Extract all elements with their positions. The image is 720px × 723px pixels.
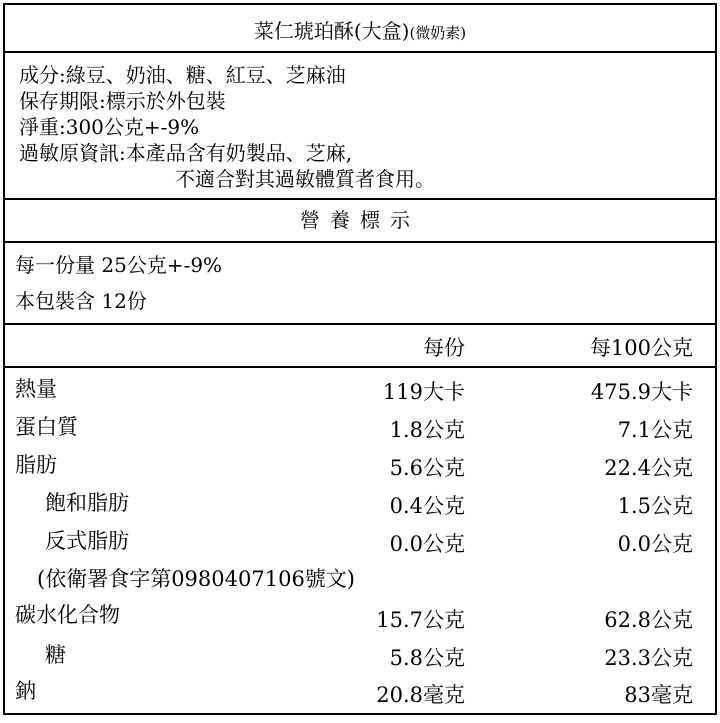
- divider: [5, 323, 715, 325]
- column-header-per-serving: 每份: [423, 336, 465, 360]
- row-label-energy: 熱量: [15, 377, 57, 401]
- ingredients-line: 成分:綠豆、奶油、糖、紅豆、芝麻油: [19, 63, 346, 87]
- value-energy-per-serving: 119大卡: [382, 380, 465, 404]
- value-saturated-fat-per-100g: 1.5公克: [617, 494, 693, 518]
- row-label-carbohydrate: 碳水化合物: [15, 603, 120, 627]
- product-title: [5, 21, 715, 41]
- row-label-fat: 脂肪: [15, 453, 57, 477]
- divider: [5, 241, 715, 243]
- nutrition-label: [3, 3, 717, 715]
- allergen-line-2: 不適合對其過敏體質者食用。: [175, 167, 435, 191]
- value-trans-fat-per-100g: 0.0公克: [617, 532, 693, 556]
- allergen-line: 過敏原資訊:本產品含有奶製品、芝麻,: [19, 141, 353, 165]
- value-fat-per-100g: 22.4公克: [604, 456, 693, 480]
- row-label-sugar: 糖: [45, 643, 66, 667]
- value-sugar-per-100g: 23.3公克: [604, 646, 693, 670]
- row-label-sodium: 鈉: [15, 679, 36, 703]
- value-protein-per-100g: 7.1公克: [617, 418, 693, 442]
- value-carbohydrate-per-100g: 62.8公克: [604, 608, 693, 632]
- value-saturated-fat-per-serving: 0.4公克: [389, 494, 465, 518]
- column-header-per-100g: 每100公克: [589, 336, 693, 360]
- shelf-life-line: 保存期限:標示於外包裝: [19, 89, 226, 113]
- value-trans-fat-per-serving: 0.0公克: [389, 532, 465, 556]
- value-sugar-per-serving: 5.8公克: [389, 646, 465, 670]
- regulation-note: (依衛署食字第0980407106號文): [37, 567, 355, 591]
- value-carbohydrate-per-serving: 15.7公克: [376, 608, 465, 632]
- row-label-protein: 蛋白質: [15, 415, 78, 439]
- net-weight-line: 淨重:300公克+-9%: [19, 115, 200, 139]
- nutrition-heading: 營養標示: [300, 208, 420, 232]
- divider: [5, 366, 715, 368]
- value-protein-per-serving: 1.8公克: [389, 418, 465, 442]
- value-fat-per-serving: 5.6公克: [389, 456, 465, 480]
- product-subtitle: (微奶素): [409, 24, 467, 42]
- product-name: 菜仁琥珀酥(大盒): [253, 19, 410, 43]
- row-label-saturated-fat: 飽和脂肪: [45, 491, 129, 515]
- serving-size: 每一份量 25公克+-9%: [15, 253, 223, 277]
- value-energy-per-100g: 475.9大卡: [590, 380, 693, 404]
- value-sodium-per-100g: 83毫克: [624, 683, 693, 707]
- divider: [5, 198, 715, 200]
- servings-per-package: 本包裝含 12份: [15, 289, 147, 313]
- value-sodium-per-serving: 20.8毫克: [376, 683, 465, 707]
- divider: [5, 51, 715, 53]
- row-label-trans-fat: 反式脂肪: [45, 529, 129, 553]
